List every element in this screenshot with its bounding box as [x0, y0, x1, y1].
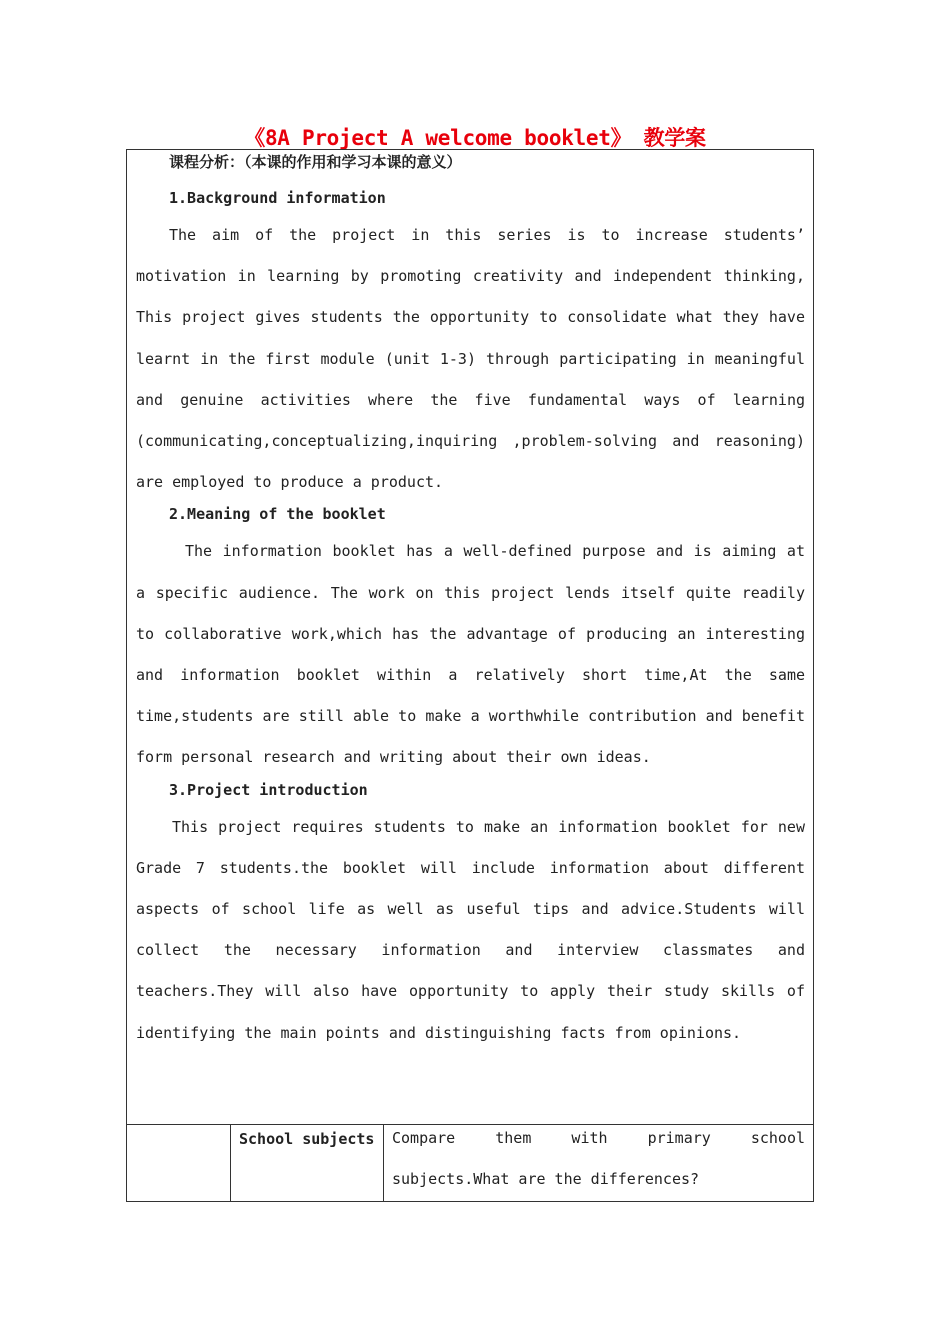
section-text-introduction: This project requires students to make an information booklet for new Grade 7 students.the booklet will include information about different aspects of school life as well as useful tips and advice.Students will collect the necessary information and interview classmates and teachers.They will also have opportunity to apply their study skills of identifying the main points and distinguishing facts from opinions.	[136, 817, 805, 1042]
section-text-meaning: The information booklet has a well-defined purpose and is aiming at a specific audience. The work on this project lends itself quite readily to collaborative work,which has the advantage of producing an interesting and information booklet within a relatively short time,At the same time,students are still able to make a worthwhile contribution and benefit form personal research and writing about their own ideas.	[136, 542, 805, 767]
section-text-background: The aim of the project in this series is to increase students’ motivation in learning by promoting creativity and independent thinking, This project gives students the opportunity to consolidate what they have learnt in the first module (unit 1-3) through participating in meaningful and genuine activities where the five fundamental ways of learning (communicating,conceptualizing,inquiring ,problem-solving and reasoning) are employed to produce a product.	[136, 226, 805, 492]
school-subjects-label: School subjects	[239, 1130, 375, 1148]
table-column-divider-1	[230, 1124, 231, 1201]
school-subjects-question: Compare them with primary school subjects.What are the differences?	[392, 1129, 805, 1188]
lesson-analysis-cell	[136, 150, 805, 1053]
lesson-table	[126, 149, 814, 1202]
table-column-divider-2	[383, 1124, 384, 1201]
section-heading-background: 1.Background information	[169, 189, 386, 207]
document-title: 《8A Project A welcome booklet》 教学案	[244, 126, 706, 150]
analysis-heading: 课程分析：（本课的作用和学习本课的意义）	[169, 153, 462, 171]
section-heading-introduction: 3.Project introduction	[169, 780, 368, 799]
section-heading-meaning: 2.Meaning of the booklet	[169, 505, 386, 524]
